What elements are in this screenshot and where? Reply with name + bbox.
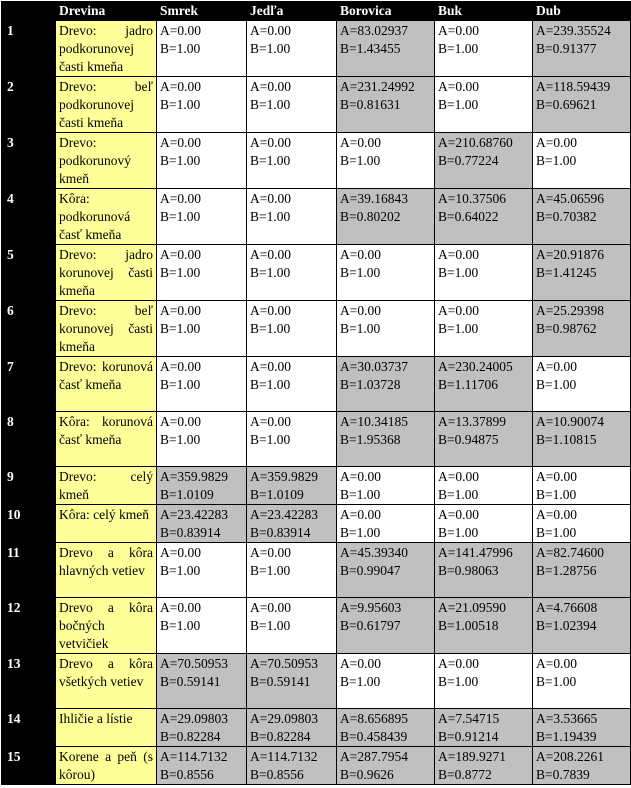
- coefficient-cell: [337, 357, 435, 412]
- coefficient-a: A=208.2261: [536, 749, 604, 764]
- coefficient-b: B=0.8556: [250, 767, 304, 782]
- coefficient-b: B=1.00: [340, 153, 381, 168]
- table-row: [2, 357, 631, 412]
- coefficient-cell: [435, 543, 533, 598]
- coefficient-cell: [157, 412, 247, 467]
- coefficient-b: B=1.00: [160, 563, 201, 578]
- coefficient-b: B=0.98063: [438, 563, 499, 578]
- coefficient-b: B=1.00: [160, 618, 201, 633]
- coefficient-a: A=4.76608: [536, 600, 598, 615]
- coefficient-a: A=231.24992: [340, 79, 415, 94]
- coefficient-b: B=1.41245: [536, 265, 597, 280]
- coefficient-cell: [247, 654, 337, 709]
- coefficient-cell: [435, 505, 533, 543]
- coefficient-a: A=10.90074: [536, 414, 604, 429]
- coefficient-cell: [247, 133, 337, 189]
- row-number: 12: [2, 598, 56, 654]
- coefficient-cell: [533, 598, 631, 654]
- coefficient-b: B=1.00: [250, 209, 291, 224]
- row-number: 5: [2, 245, 56, 301]
- coefficient-a: A=0.00: [250, 79, 291, 94]
- header-species-label: Drevina: [56, 2, 157, 21]
- coefficient-b: B=1.00: [160, 209, 201, 224]
- coefficient-a: A=0.00: [250, 359, 291, 374]
- coefficient-b: B=1.00: [340, 674, 381, 689]
- component-name: Drevo: jadro korunovej časti kmeňa: [56, 245, 157, 301]
- coefficient-cell: [247, 543, 337, 598]
- coefficient-a: A=0.00: [160, 359, 201, 374]
- coefficient-a: A=13.37899: [438, 414, 506, 429]
- coefficient-a: A=0.00: [438, 247, 479, 262]
- coefficient-a: A=114.7132: [250, 749, 318, 764]
- component-name: Drevo a kôra bočných vetvičiek: [56, 598, 157, 654]
- coefficient-a: A=0.00: [340, 135, 381, 150]
- coefficient-a: A=287.7954: [340, 749, 408, 764]
- coefficient-b: B=0.83914: [160, 525, 221, 540]
- coefficient-a: A=0.00: [250, 135, 291, 150]
- coefficient-b: B=0.8772: [438, 767, 492, 782]
- table-row: [2, 245, 631, 301]
- coefficient-a: A=45.39340: [340, 545, 408, 560]
- coefficient-a: A=210.68760: [438, 135, 513, 150]
- coefficient-b: B=0.81631: [340, 97, 401, 112]
- coefficient-b: B=1.00: [160, 432, 201, 447]
- coefficient-b: B=1.00: [160, 321, 201, 336]
- coefficient-b: B=1.00: [340, 525, 381, 540]
- coefficient-cell: [157, 543, 247, 598]
- coefficient-table: [1, 1, 631, 785]
- coefficient-a: A=141.47996: [438, 545, 513, 560]
- coefficient-b: B=1.00: [438, 674, 479, 689]
- coefficient-cell: [533, 412, 631, 467]
- coefficient-b: B=1.00: [250, 563, 291, 578]
- coefficient-a: A=0.00: [160, 79, 201, 94]
- coefficient-a: A=0.00: [160, 247, 201, 262]
- coefficient-a: A=21.09590: [438, 600, 506, 615]
- component-name: Drevo a kôra všetkých vetiev: [56, 654, 157, 709]
- coefficient-cell: [533, 77, 631, 133]
- coefficient-cell: [533, 654, 631, 709]
- row-number: 1: [2, 21, 56, 77]
- coefficient-cell: [533, 189, 631, 245]
- header-row: [2, 2, 631, 21]
- component-name: Kôra: podkorunová časť kmeňa: [56, 189, 157, 245]
- coefficient-b: B=1.00: [160, 153, 201, 168]
- coefficient-a: A=0.00: [160, 135, 201, 150]
- coefficient-a: A=0.00: [536, 507, 577, 522]
- coefficient-b: B=0.9626: [340, 767, 394, 782]
- coefficient-a: A=0.00: [250, 247, 291, 262]
- coefficient-a: A=23.42283: [250, 507, 318, 522]
- coefficient-b: B=0.91377: [536, 41, 597, 56]
- coefficient-cell: [157, 189, 247, 245]
- component-name: Ihličie a lístie: [56, 709, 157, 747]
- coefficient-cell: [435, 412, 533, 467]
- coefficient-cell: [247, 21, 337, 77]
- component-name: Korene a peň (s kôrou): [56, 747, 157, 785]
- coefficient-cell: [435, 189, 533, 245]
- row-number: 10: [2, 505, 56, 543]
- coefficient-b: B=1.00: [160, 265, 201, 280]
- coefficient-b: B=0.98762: [536, 321, 597, 336]
- coefficient-b: B=1.0109: [160, 487, 214, 502]
- coefficient-b: B=1.00: [340, 321, 381, 336]
- coefficient-b: B=1.00: [438, 321, 479, 336]
- coefficient-b: B=1.00: [438, 41, 479, 56]
- coefficient-cell: [337, 654, 435, 709]
- row-number: 8: [2, 412, 56, 467]
- coefficient-b: B=1.00: [160, 97, 201, 112]
- coefficient-cell: [435, 654, 533, 709]
- coefficient-b: B=1.0109: [250, 487, 304, 502]
- coefficient-b: B=0.61797: [340, 618, 401, 633]
- coefficient-b: B=0.59141: [160, 674, 221, 689]
- coefficient-b: B=1.11706: [438, 377, 498, 392]
- coefficient-b: B=1.00: [160, 377, 201, 392]
- table-row: [2, 189, 631, 245]
- coefficient-cell: [533, 21, 631, 77]
- coefficient-b: B=1.10815: [536, 432, 597, 447]
- table-body: [2, 21, 631, 785]
- coefficient-a: A=45.06596: [536, 191, 604, 206]
- coefficient-cell: [247, 245, 337, 301]
- coefficient-cell: [247, 412, 337, 467]
- coefficient-a: A=0.00: [438, 507, 479, 522]
- coefficient-a: A=3.53665: [536, 711, 598, 726]
- coefficient-a: A=83.02937: [340, 23, 408, 38]
- coefficient-cell: [533, 709, 631, 747]
- table-row: [2, 467, 631, 505]
- row-number: 4: [2, 189, 56, 245]
- coefficient-a: A=23.42283: [160, 507, 228, 522]
- coefficient-a: A=0.00: [160, 303, 201, 318]
- coefficient-cell: [337, 301, 435, 357]
- coefficient-a: A=0.00: [438, 656, 479, 671]
- coefficient-cell: [337, 77, 435, 133]
- coefficient-cell: [533, 505, 631, 543]
- coefficient-cell: [533, 543, 631, 598]
- component-name: Drevo: jadro podkorunovej časti kmeňa: [56, 21, 157, 77]
- coefficient-cell: [157, 245, 247, 301]
- coefficient-a: A=29.09803: [160, 711, 228, 726]
- coefficient-cell: [435, 133, 533, 189]
- coefficient-b: B=1.02394: [536, 618, 597, 633]
- coefficient-a: A=0.00: [340, 656, 381, 671]
- coefficient-b: B=0.91214: [438, 729, 499, 744]
- coefficient-b: B=0.7839: [536, 767, 590, 782]
- coefficient-b: B=1.00: [438, 265, 479, 280]
- coefficient-a: A=0.00: [438, 469, 479, 484]
- coefficient-b: B=0.80202: [340, 209, 401, 224]
- coefficient-cell: [435, 357, 533, 412]
- coefficient-b: B=1.00: [536, 674, 577, 689]
- table-row: [2, 598, 631, 654]
- coefficient-cell: [157, 654, 247, 709]
- coefficient-a: A=25.29398: [536, 303, 604, 318]
- coefficient-cell: [337, 505, 435, 543]
- coefficient-a: A=0.00: [160, 545, 201, 560]
- coefficient-cell: [435, 467, 533, 505]
- coefficient-a: A=0.00: [536, 469, 577, 484]
- coefficient-cell: [337, 709, 435, 747]
- coefficient-b: B=1.00: [536, 377, 577, 392]
- coefficient-b: B=1.00: [250, 432, 291, 447]
- coefficient-cell: [533, 301, 631, 357]
- coefficient-b: B=1.00: [250, 265, 291, 280]
- coefficient-b: B=1.00: [438, 525, 479, 540]
- coefficient-a: A=70.50953: [160, 656, 228, 671]
- coefficient-cell: [247, 505, 337, 543]
- coefficient-a: A=0.00: [536, 359, 577, 374]
- coefficient-cell: [337, 543, 435, 598]
- coefficient-b: B=1.00518: [438, 618, 499, 633]
- coefficient-cell: [247, 747, 337, 785]
- coefficient-cell: [435, 598, 533, 654]
- row-number: 2: [2, 77, 56, 133]
- coefficient-b: B=1.00: [536, 525, 577, 540]
- coefficient-b: B=1.00: [160, 41, 201, 56]
- coefficient-cell: [157, 357, 247, 412]
- coefficient-a: A=0.00: [250, 191, 291, 206]
- coefficient-cell: [337, 467, 435, 505]
- coefficient-a: A=0.00: [340, 469, 381, 484]
- coefficient-cell: [247, 77, 337, 133]
- coefficient-cell: [337, 133, 435, 189]
- coefficient-a: A=0.00: [250, 303, 291, 318]
- component-name: Drevo a kôra hlavných vetiev: [56, 543, 157, 598]
- coefficient-cell: [247, 357, 337, 412]
- coefficient-a: A=0.00: [536, 135, 577, 150]
- coefficient-a: A=39.16843: [340, 191, 408, 206]
- coefficient-cell: [157, 301, 247, 357]
- coefficient-cell: [533, 133, 631, 189]
- coefficient-cell: [435, 77, 533, 133]
- coefficient-cell: [247, 189, 337, 245]
- coefficient-cell: [157, 598, 247, 654]
- coefficient-cell: [157, 709, 247, 747]
- row-number: 9: [2, 467, 56, 505]
- coefficient-a: A=0.00: [340, 247, 381, 262]
- coefficient-b: B=0.69621: [536, 97, 597, 112]
- table-row: [2, 654, 631, 709]
- coefficient-cell: [157, 505, 247, 543]
- coefficient-cell: [337, 412, 435, 467]
- coefficient-a: A=7.54715: [438, 711, 500, 726]
- coefficient-a: A=0.00: [536, 656, 577, 671]
- table-row: [2, 505, 631, 543]
- row-number: 11: [2, 543, 56, 598]
- coefficient-a: A=0.00: [438, 303, 479, 318]
- table-row: [2, 412, 631, 467]
- coefficient-cell: [435, 709, 533, 747]
- row-number: 3: [2, 133, 56, 189]
- coefficient-b: B=1.19439: [536, 729, 597, 744]
- coefficient-b: B=1.00: [536, 487, 577, 502]
- coefficient-a: A=10.34185: [340, 414, 408, 429]
- coefficient-a: A=0.00: [340, 507, 381, 522]
- coefficient-a: A=10.37506: [438, 191, 506, 206]
- table-row: [2, 747, 631, 785]
- coefficient-cell: [337, 21, 435, 77]
- component-name: Drevo: celý kmeň: [56, 467, 157, 505]
- coefficient-b: B=0.99047: [340, 563, 401, 578]
- coefficient-cell: [337, 747, 435, 785]
- coefficient-b: B=1.00: [340, 265, 381, 280]
- coefficient-b: B=0.458439: [340, 729, 408, 744]
- coefficient-b: B=1.00: [250, 153, 291, 168]
- coefficient-a: A=0.00: [160, 191, 201, 206]
- coefficient-b: B=1.43455: [340, 41, 401, 56]
- component-name: Drevo: podkorunový kmeň: [56, 133, 157, 189]
- coefficient-a: A=0.00: [438, 79, 479, 94]
- coefficient-b: B=1.00: [250, 41, 291, 56]
- header-species: Dub: [533, 2, 631, 21]
- coefficient-cell: [157, 467, 247, 505]
- component-name: Drevo: beľ korunovej časti kmeňa: [56, 301, 157, 357]
- table-row: [2, 301, 631, 357]
- coefficient-a: A=0.00: [160, 23, 201, 38]
- coefficient-cell: [157, 77, 247, 133]
- coefficient-b: B=0.94875: [438, 432, 499, 447]
- coefficient-b: B=0.82284: [160, 729, 221, 744]
- coefficient-cell: [533, 467, 631, 505]
- coefficient-cell: [247, 467, 337, 505]
- coefficient-b: B=0.70382: [536, 209, 597, 224]
- coefficient-b: B=0.8556: [160, 767, 214, 782]
- component-name: Kôra: celý kmeň: [56, 505, 157, 543]
- coefficient-b: B=1.00: [438, 487, 479, 502]
- coefficient-cell: [533, 747, 631, 785]
- coefficient-b: B=1.00: [250, 618, 291, 633]
- coefficient-b: B=1.95368: [340, 432, 401, 447]
- coefficient-b: B=0.64022: [438, 209, 499, 224]
- coefficient-a: A=230.24005: [438, 359, 513, 374]
- coefficient-cell: [435, 21, 533, 77]
- coefficient-a: A=30.03737: [340, 359, 408, 374]
- coefficient-cell: [533, 357, 631, 412]
- table-row: [2, 77, 631, 133]
- coefficient-a: A=20.91876: [536, 247, 604, 262]
- row-number: 13: [2, 654, 56, 709]
- coefficient-a: A=0.00: [160, 600, 201, 615]
- coefficient-a: A=359.9829: [160, 469, 228, 484]
- coefficient-b: B=1.00: [438, 97, 479, 112]
- coefficient-b: B=1.00: [250, 97, 291, 112]
- coefficient-a: A=189.9271: [438, 749, 506, 764]
- coefficient-cell: [157, 747, 247, 785]
- row-number: 6: [2, 301, 56, 357]
- header-corner: [2, 2, 56, 21]
- coefficient-cell: [247, 598, 337, 654]
- coefficient-b: B=0.82284: [250, 729, 311, 744]
- header-species: Borovica: [337, 2, 435, 21]
- table-row: [2, 543, 631, 598]
- coefficient-b: B=0.83914: [250, 525, 311, 540]
- coefficient-cell: [247, 301, 337, 357]
- component-name: Drevo: korunová časť kmeňa: [56, 357, 157, 412]
- coefficient-b: B=0.59141: [250, 674, 311, 689]
- coefficient-b: B=1.28756: [536, 563, 597, 578]
- row-number: 15: [2, 747, 56, 785]
- coefficient-a: A=239.35524: [536, 23, 611, 38]
- coefficient-a: A=0.00: [160, 414, 201, 429]
- coefficient-cell: [435, 301, 533, 357]
- table-row: [2, 709, 631, 747]
- coefficient-b: B=0.77224: [438, 153, 499, 168]
- coefficient-cell: [157, 21, 247, 77]
- row-number: 14: [2, 709, 56, 747]
- header-species: Smrek: [157, 2, 247, 21]
- coefficient-a: A=70.50953: [250, 656, 318, 671]
- component-name: Drevo: beľ podkorunovej časti kmeňa: [56, 77, 157, 133]
- header-species: Buk: [435, 2, 533, 21]
- coefficient-a: A=0.00: [250, 545, 291, 560]
- row-number: 7: [2, 357, 56, 412]
- coefficient-cell: [337, 245, 435, 301]
- coefficient-a: A=82.74600: [536, 545, 604, 560]
- coefficient-a: A=114.7132: [160, 749, 228, 764]
- coefficient-a: A=0.00: [340, 303, 381, 318]
- coefficient-a: A=0.00: [250, 600, 291, 615]
- coefficient-cell: [533, 245, 631, 301]
- coefficient-a: A=0.00: [250, 23, 291, 38]
- coefficient-a: A=359.9829: [250, 469, 318, 484]
- coefficient-a: A=9.95603: [340, 600, 402, 615]
- coefficient-b: B=1.00: [250, 377, 291, 392]
- coefficient-a: A=29.09803: [250, 711, 318, 726]
- coefficient-b: B=1.03728: [340, 377, 401, 392]
- table-row: [2, 133, 631, 189]
- coefficient-cell: [435, 245, 533, 301]
- coefficient-a: A=118.59439: [536, 79, 611, 94]
- coefficient-a: A=0.00: [438, 23, 479, 38]
- component-name: Kôra: korunová časť kmeňa: [56, 412, 157, 467]
- coefficient-a: A=8.656895: [340, 711, 408, 726]
- header-species: Jedľa: [247, 2, 337, 21]
- coefficient-cell: [337, 189, 435, 245]
- coefficient-cell: [435, 747, 533, 785]
- coefficient-a: A=0.00: [250, 414, 291, 429]
- table-row: [2, 21, 631, 77]
- coefficient-cell: [337, 598, 435, 654]
- coefficient-cell: [157, 133, 247, 189]
- coefficient-b: B=1.00: [536, 153, 577, 168]
- coefficient-cell: [247, 709, 337, 747]
- coefficient-b: B=1.00: [340, 487, 381, 502]
- coefficient-b: B=1.00: [250, 321, 291, 336]
